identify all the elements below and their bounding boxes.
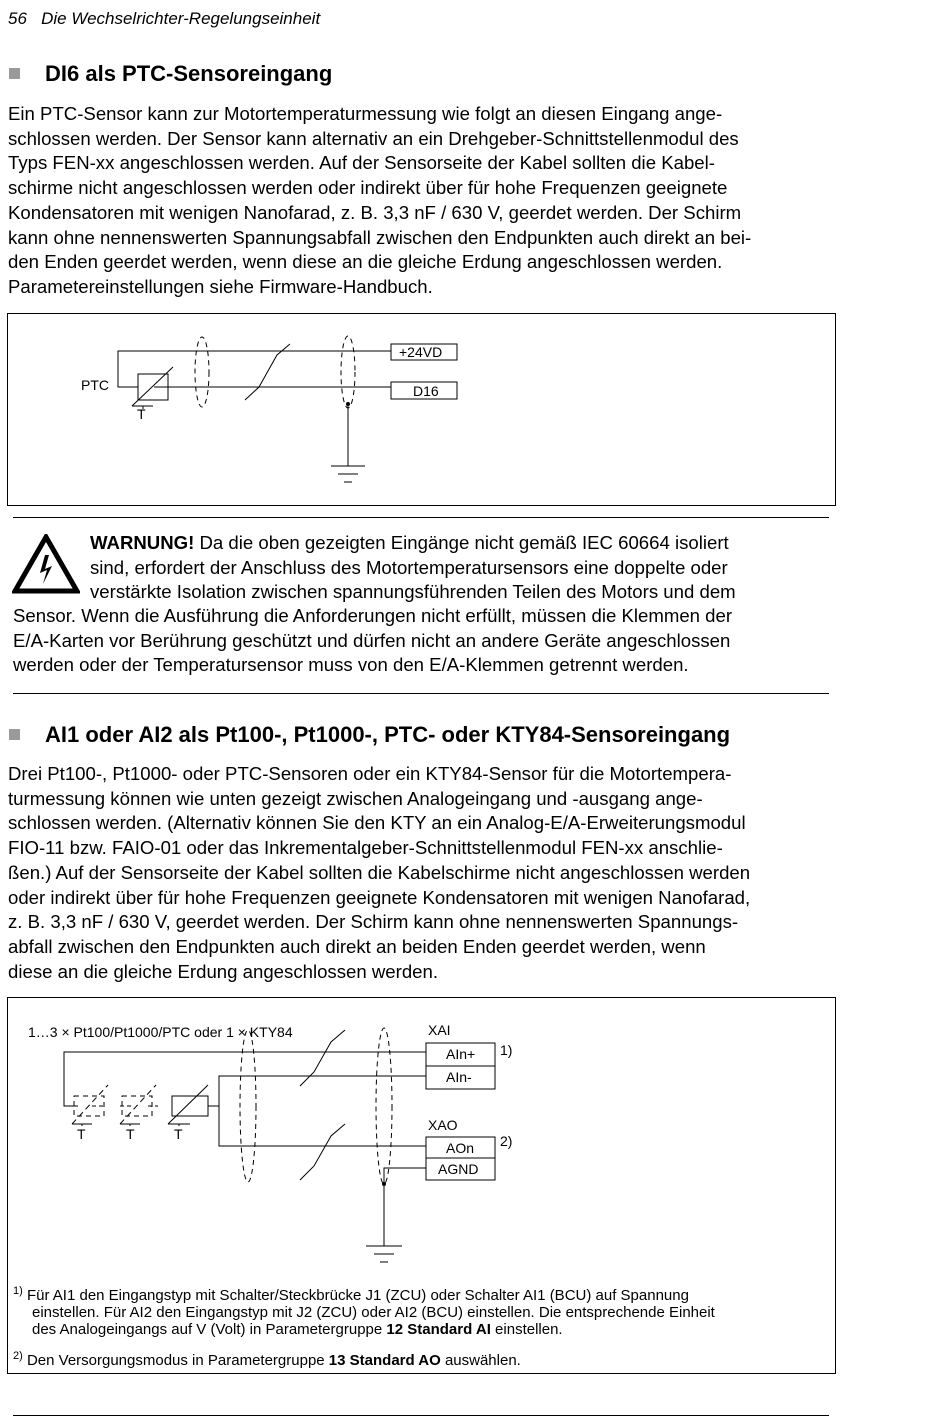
warning-bottom-rule <box>13 693 829 694</box>
terminal-24vd: +24VD <box>399 344 443 360</box>
footnote-1-line-3a: des Analogeingangs auf V (Volt) in Parametergruppe <box>32 1321 387 1338</box>
ptc-wiring-svg <box>8 314 835 505</box>
section-title-ai: AI1 oder AI2 als Pt100-, Pt1000-, PTC- oder KTY84-Sensoreingang <box>45 722 731 747</box>
section-title-di6: DI6 als PTC-Sensoreingang <box>45 61 333 86</box>
running-header <box>8 9 320 29</box>
footnote-1-line-1: Für AI1 den Eingangstyp mit Schalter/Steckbrücke J1 (ZCU) oder Schalter AI1 (BCU) auf Spannung <box>26 1287 689 1304</box>
temp-symbol-label-1: T <box>77 1126 86 1142</box>
footnote-2-param-group: 13 Standard AO <box>328 1352 441 1369</box>
terminal-ain-plus: AIn+ <box>446 1046 476 1062</box>
temp-symbol-label-2: T <box>126 1126 135 1142</box>
footnote-2 <box>13 1348 828 1369</box>
warning-text-continued <box>13 604 853 678</box>
page-bottom-rule <box>13 1415 829 1416</box>
wiring-diagram-ptc <box>7 313 836 506</box>
xao-label: XAO <box>428 1117 458 1133</box>
footnote-2-text-c: auswählen. <box>440 1352 521 1369</box>
terminal-aon: AOn <box>446 1140 475 1156</box>
section-paragraph-di6: Ein PTC-Sensor kann zur Motortemperaturmessung wie folgt an diesen Eingang ange- schlossen werden. Der Sensor kann alternativ an ein Drehgeber-Schnittstellenmodul des Typs FEN-xx angeschlossen werden. Auf der Sensorseite der Kabel sollten die Kabel- schirme nicht angeschlossen werden oder indirekt über für hohe Frequenzen geeignete Kondensatoren mit wenigen Nanofarad, z. B. 3,3 nF / 630 V, geerdet werden. Der Schirm kann ohne nennenswerten Spannungsabfall zwischen den Endpunkten auch direkt an bei- den Enden geerdet werden, wenn diese an die gleiche Erdung angeschlossen werden. Parametereinstellungen siehe Firmware-Handbuch. <box>8 103 752 297</box>
warning-line-3: verstärkte Isolation zwischen spannungsführenden Teilen des Motors und dem <box>90 581 736 602</box>
section-paragraph-ai: Drei Pt100-, Pt1000- oder PTC-Sensoren oder ein KTY84-Sensor für die Motortempera- turmessung können wie unten gezeigt zwischen Analogeingang und -ausgang ange- schlossen werden. (Alternativ können Sie den KTY an ein Analog-E/A-Erweiterungsmodul FIO-11 bzw. FAIO-01 oder das Inkrementalgeber-Schnittstellenmodul FEN-xx anschlie- ßen.) Auf der Sensorseite der Kabel sollten die Kabelschirme nicht angeschlossen werden oder indirekt über für hohe Frequenzen geeignete Kondensatoren mit wenigen Nanofarad, z. B. 3,3 nF / 630 V, geerdet werden. Der Schirm kann ohne nennenswerten Spannungs- abfall zwischen den Endpunkten auch direkt an beiden Enden geerdet werden, wenn diese an die gleiche Erdung angeschlossen werden. <box>8 763 751 982</box>
warning-text <box>90 531 850 605</box>
footnote-1-param-group: 12 Standard AI <box>386 1321 491 1338</box>
warning-line-2: sind, erfordert der Anschluss des Motortemperatursensors eine doppelte oder <box>90 556 728 578</box>
running-title: Die Wechselrichter-Regelungseinheit <box>41 9 321 28</box>
terminal-d16: D16 <box>413 383 439 399</box>
footnote-2-marker: 2) <box>13 1350 23 1362</box>
footnote-1-line-3c: einstellen. <box>490 1321 563 1338</box>
xai-label: XAI <box>428 1022 451 1038</box>
footnote-1 <box>13 1283 828 1338</box>
note-marker-2: 2) <box>500 1133 513 1149</box>
high-voltage-warning-icon <box>12 534 80 594</box>
section-bullet-icon <box>9 729 20 740</box>
footnote-1-line-2: einstellen. Für AI2 den Eingangstyp mit J2 (ZCU) oder AI2 (BCU) einstellen. Die entsprechende Einheit <box>32 1304 715 1321</box>
footnote-1-marker: 1) <box>13 1285 23 1297</box>
section-bullet-icon <box>9 68 20 79</box>
ptc-label: PTC <box>81 377 109 393</box>
note-marker-1: 1) <box>500 1042 513 1058</box>
sensor-caption: 1…3 × Pt100/Pt1000/PTC oder 1 × KTY84 <box>28 1024 293 1040</box>
warning-line-5: E/A-Karten vor Berührung geschützt und dürfen nicht an andere Geräte angeschlossen <box>13 629 731 651</box>
warning-label: WARNUNG! <box>90 532 195 553</box>
terminal-ain-minus: AIn- <box>446 1069 472 1085</box>
wiring-diagram-analog <box>7 997 836 1374</box>
temp-symbol-label: T <box>137 406 146 422</box>
temp-symbol-label-3: T <box>174 1126 183 1142</box>
terminal-agnd: AGND <box>438 1161 479 1177</box>
footnote-2-text-a: Den Versorgungsmodus in Parametergruppe <box>26 1352 329 1369</box>
warning-line-4: Sensor. Wenn die Ausführung die Anforderungen nicht erfüllt, müssen die Klemmen der <box>13 605 733 626</box>
page-number: 56 <box>8 9 27 28</box>
warning-top-rule <box>13 517 829 518</box>
warning-line-1: Da die oben gezeigten Eingänge nicht gemäß IEC 60664 isoliert <box>194 532 729 553</box>
warning-line-6: werden oder der Temperatursensor muss von den E/A-Klemmen getrennt werden. <box>13 654 689 675</box>
